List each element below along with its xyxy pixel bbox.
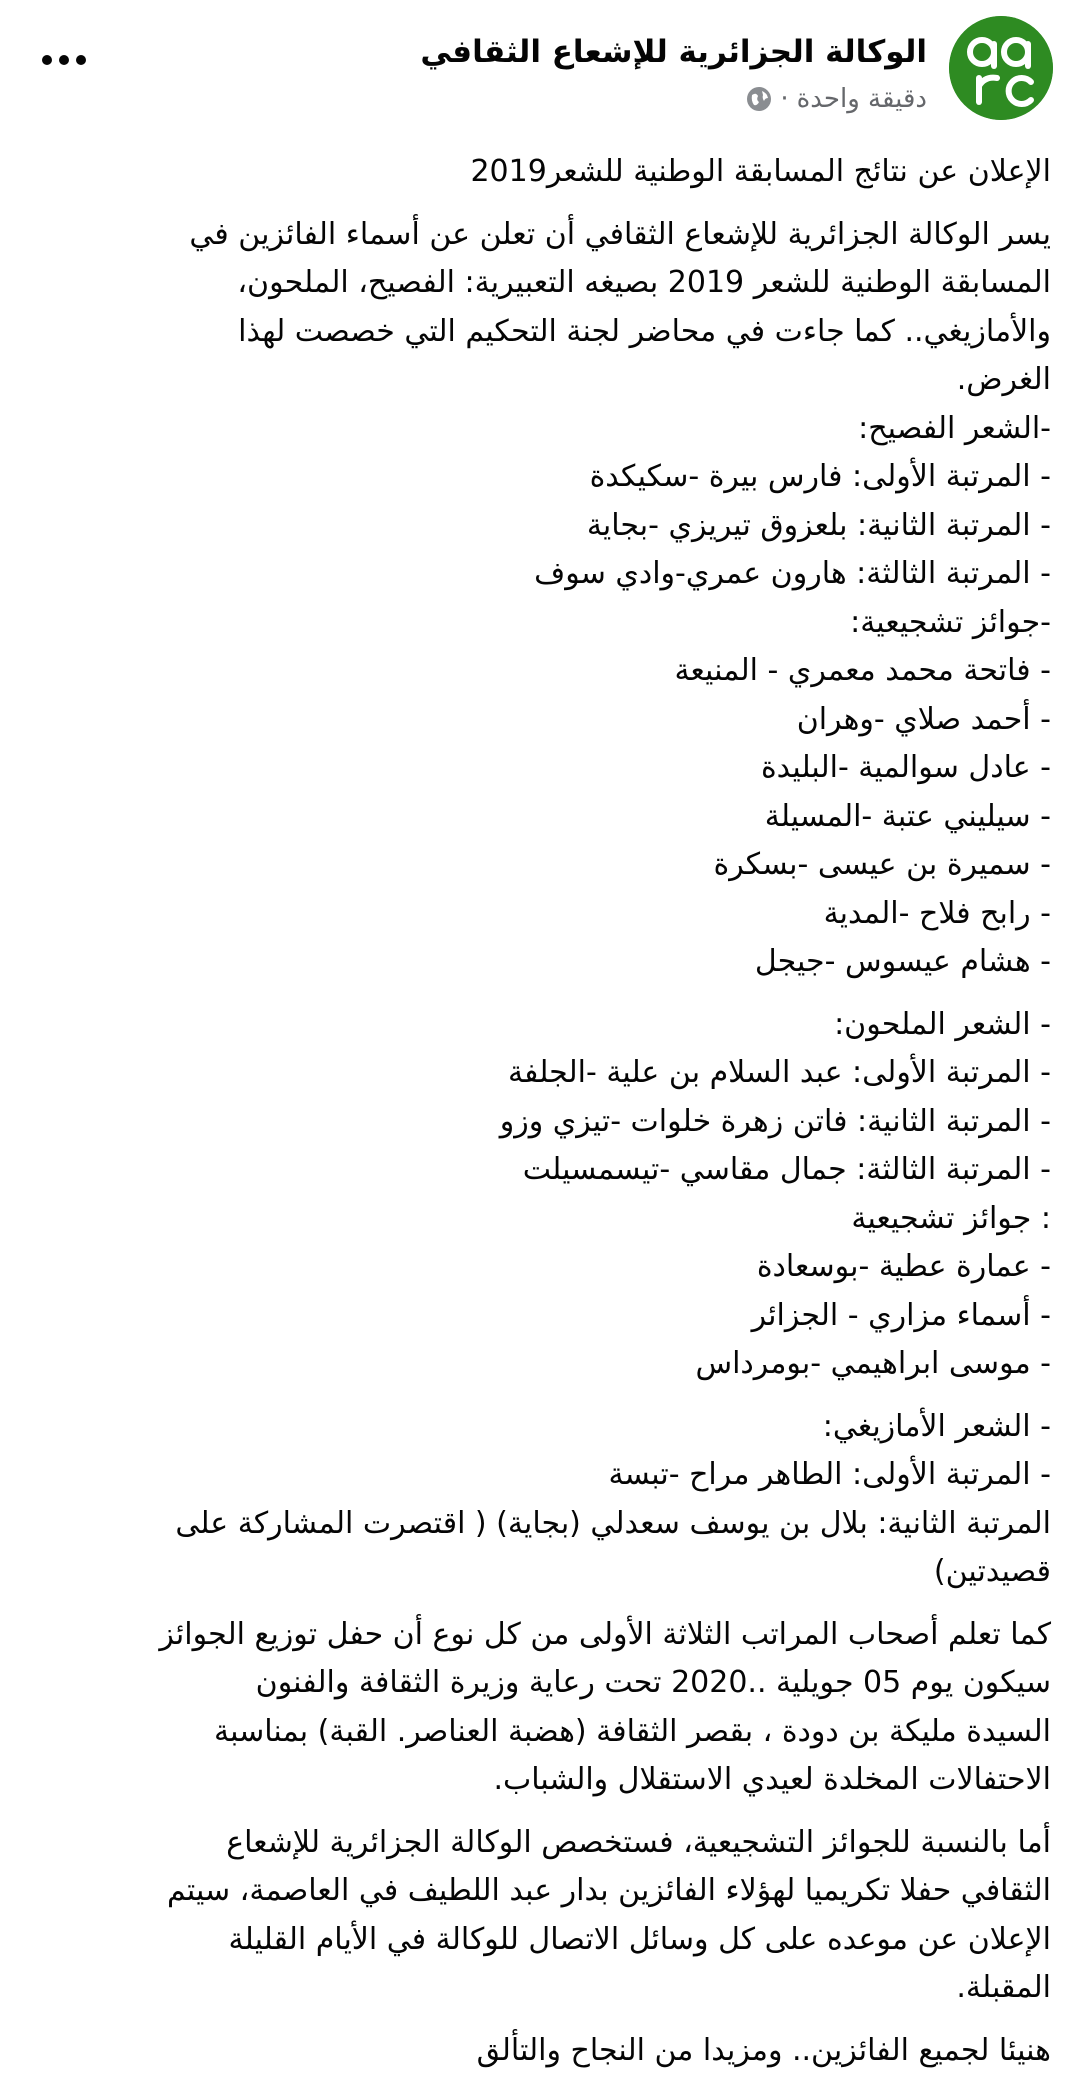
intro-line: يسر الوكالة الجزائرية للإشعاع الثقافي أن تعلن عن أسماء الفائزين في [189,216,1051,252]
title-line: الإعلان عن نتائج المسابقة الوطنية للشعر2019 [470,154,1051,189]
page-name[interactable]: الوكالة الجزائرية للإشعاع الثقافي [420,34,927,70]
malhoun-section [34,1001,1051,1389]
encouragement-paragraph [34,1819,1051,2013]
list-item: - عمارة عطية -بوسعادة [756,1249,1051,1284]
fusha-heading: -الشعر الفصيح: [858,410,1051,446]
fusha-encouragement-heading: -جوائز تشجيعية: [850,604,1051,640]
malhoun-encouragement-heading: : جوائز تشجيعية [851,1200,1051,1236]
intro-line: الغرض. [956,362,1051,397]
amazigh-heading: - الشعر الأمازيغي: [822,1408,1051,1444]
globe-icon [746,86,772,112]
list-item: - فاتحة محمد معمري - المنيعة [674,653,1051,688]
list-item: - سيليني عتبة -المسيلة [764,798,1051,834]
list-item: - المرتبة الأولى: فارس بيرة -سكيكدة [589,459,1051,494]
more-options-button[interactable] [34,42,94,78]
more-dot [59,55,69,65]
page-avatar[interactable] [949,16,1053,120]
post-body [34,148,1051,2089]
list-item: - أحمد صلاي -وهران [796,701,1051,737]
ceremony-paragraph [34,1611,1051,1805]
post-time[interactable]: دقيقة واحدة [796,84,927,114]
encouragement-line: الثقافي حفلا تكريميا لهؤلاء الفائزين بدار عبد اللطيف في العاصمة، سيتم [166,1873,1051,1908]
list-item: المرتبة الثانية: بلال بن يوسف سعدلي (بجاية) ( اقتصرت المشاركة على [175,1505,1051,1541]
more-dot [42,55,52,65]
list-item: - المرتبة الثانية: فاتن زهرة خلوات -تيزي وزو [499,1103,1051,1139]
list-item: - أسماء مزاري - الجزائر [751,1297,1051,1333]
encouragement-line: المقبلة. [956,1970,1051,2005]
malhoun-heading: - الشعر الملحون: [834,1006,1051,1042]
ceremony-line: السيدة مليكة بن دودة ، بقصر الثقافة (هضبة العناصر. القبة) بمناسبة [213,1713,1051,1749]
list-item: - المرتبة الثالثة: هارون عمري-وادي سوف [534,556,1051,591]
encouragement-line: الإعلان عن موعده على كل وسائل الاتصال للوكالة في الأيام القليلة [228,1921,1051,1957]
list-item: - المرتبة الأولى: الطاهر مراح -تبسة [608,1457,1051,1492]
list-item: - المرتبة الأولى: عبد السلام بن علية -الجلفة [507,1055,1051,1090]
list-item: - المرتبة الثالثة: جمال مقاسي -تيسمسيلت [522,1152,1051,1187]
list-item: - سميرة بن عيسى -بسكرة [713,847,1051,882]
list-item: - المرتبة الثانية: بلعزوق تيريزي -بجاية [586,507,1051,543]
intro-line: المسابقة الوطنية للشعر 2019 بصيغه التعبيرية: الفصيح، الملحون، [237,265,1051,300]
amazigh-section [34,1403,1051,1597]
list-item: - موسى ابراهيمي -بومرداس [695,1346,1051,1381]
encouragement-line: أما بالنسبة للجوائز التشجيعية، فستخصص الوكالة الجزائرية للإشعاع [226,1824,1051,1860]
more-dots-icon [76,55,86,65]
list-item: - هشام عيسوس -جيجل [754,944,1051,979]
list-item: - رابح فلاح -المدية [823,895,1051,931]
post-title [34,148,1051,197]
ceremony-line: الاحتفالات المخلدة لعيدي الاستقلال والشباب. [493,1762,1051,1797]
post-header [20,14,1053,124]
aarc-logo-icon [949,16,1053,120]
post-meta [746,84,927,114]
list-item: قصيدتين) [933,1554,1051,1589]
closing-paragraph [34,2027,1051,2076]
intro-paragraph [34,211,1051,987]
meta-separator: · [780,84,789,114]
list-item: - عادل سوالمية -البليدة [760,750,1051,785]
closing-line: هنيئا لجميع الفائزين.. ومزيدا من النجاح والتألق [476,2032,1051,2068]
intro-line: والأمازيغي.. كما جاءت في محاضر لجنة التحكيم التي خصصت لهذا [238,313,1051,349]
ceremony-line: سيكون يوم 05 جويلية ..2020 تحت رعاية وزيرة الثقافة والفنون [255,1665,1051,1700]
ceremony-line: كما تعلم أصحاب المراتب الثلاثة الأولى من كل نوع أن حفل توزيع الجوائز [159,1616,1051,1652]
